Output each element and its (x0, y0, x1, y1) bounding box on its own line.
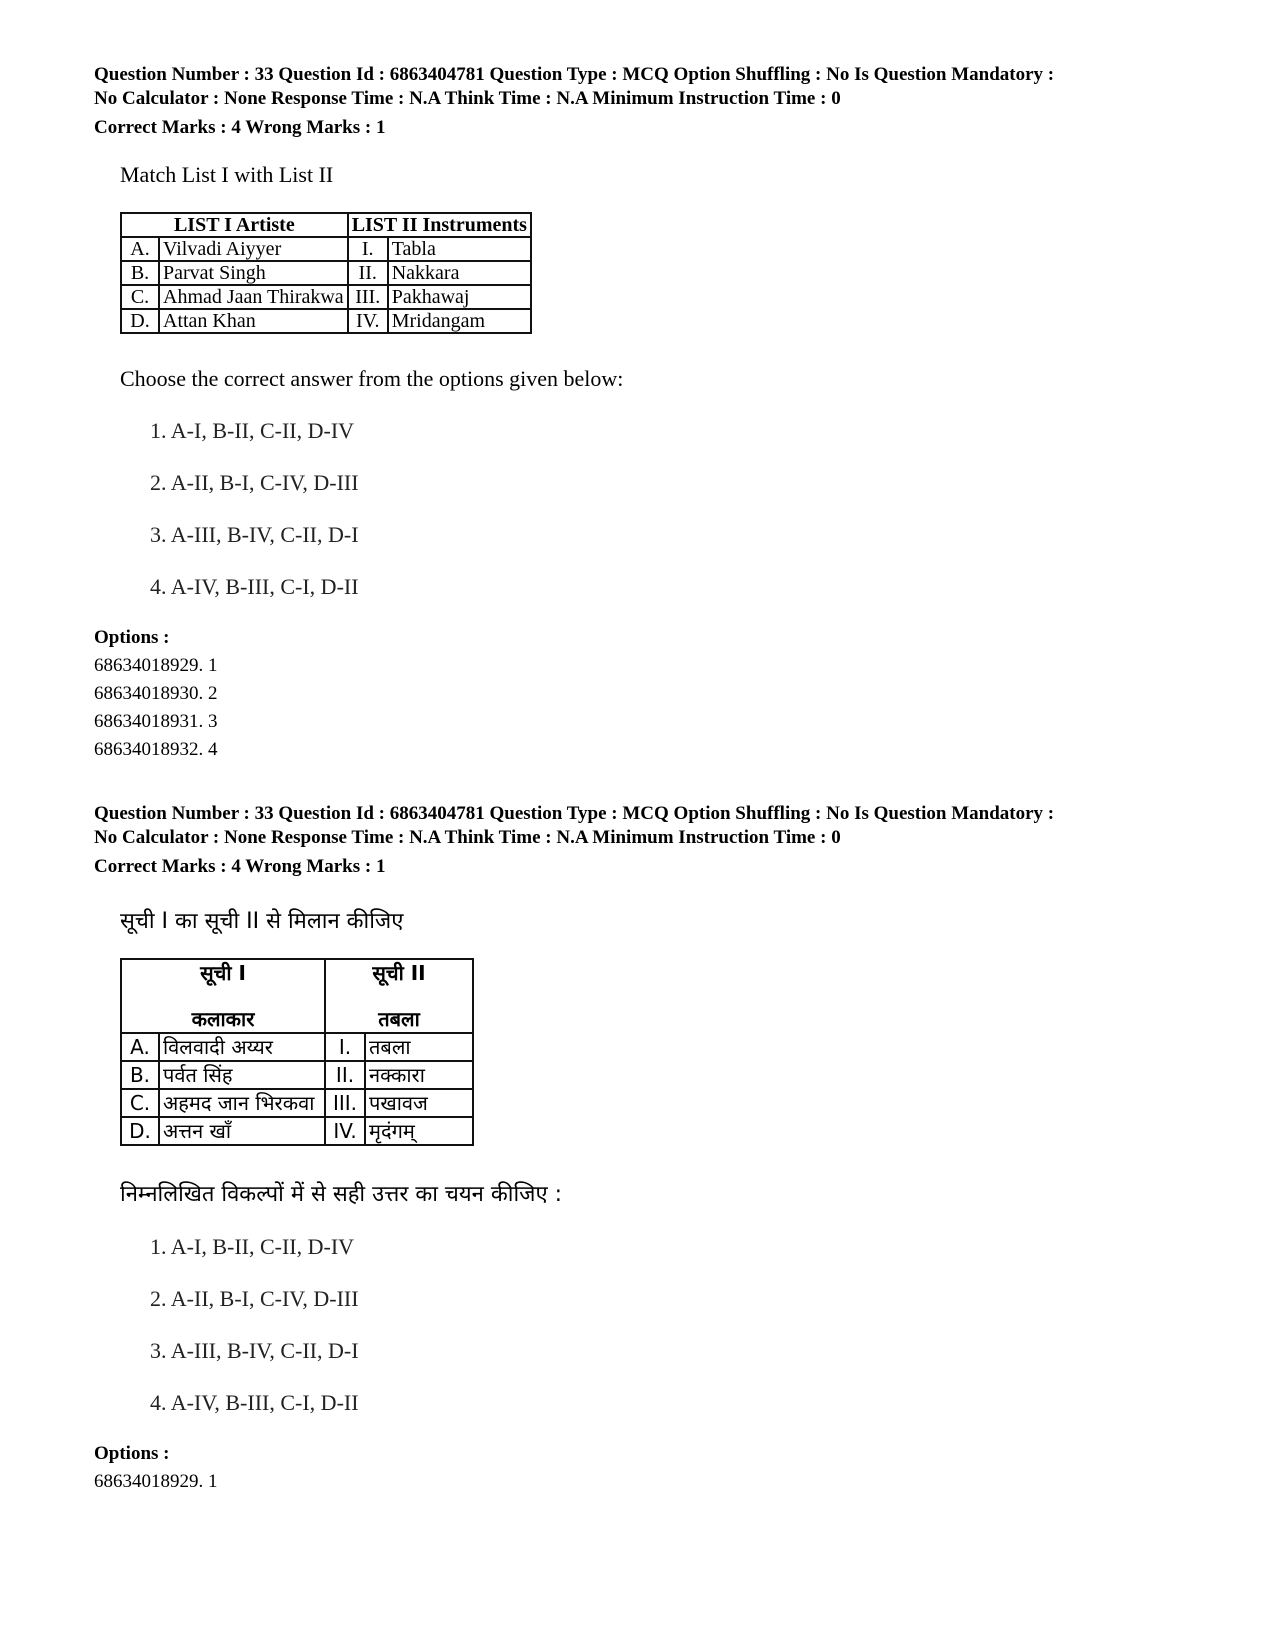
artiste-cell: Vilvadi Aiyyer (159, 237, 348, 261)
table-row (121, 309, 531, 333)
row-roman: II. (348, 261, 388, 285)
row-letter: B. (121, 1061, 159, 1089)
choice-3: 3. A-III, B-IV, C-II, D-I (150, 522, 359, 547)
artiste-cell: पर्वत सिंह (159, 1061, 325, 1089)
question-meta-line-2: No Calculator : None Response Time : N.A Think Time : N.A Minimum Instruction Time : 0 (94, 88, 841, 109)
table-header-row (121, 959, 473, 1033)
match-table-2 (120, 958, 474, 1146)
table-row (121, 285, 531, 309)
instrument-cell: Pakhawaj (388, 285, 531, 309)
table-row (121, 261, 531, 285)
list-2-subtitle: तबला (378, 1007, 420, 1031)
row-letter: A. (121, 1033, 159, 1061)
list-2-title: सूची II (372, 961, 426, 985)
instrument-cell: Mridangam (388, 309, 531, 333)
option-2: 68634018930. 2 (94, 683, 218, 704)
list-2-header (325, 959, 473, 1033)
choice-2: 2. A-II, B-I, C-IV, D-III (150, 470, 359, 495)
list-2-header: LIST II Instruments (348, 213, 531, 237)
question-marks: Correct Marks : 4 Wrong Marks : 1 (94, 117, 386, 138)
row-letter: C. (121, 285, 159, 309)
instrument-cell: तबला (365, 1033, 473, 1061)
question-meta-line-1: Question Number : 33 Question Id : 6863404781 Question Type : MCQ Option Shuffling : No Is Question Mandatory : (94, 64, 1055, 85)
list-1-header: LIST I Artiste (121, 213, 348, 237)
question-1-instruction: Choose the correct answer from the options given below: (120, 366, 624, 391)
table-row (121, 1033, 473, 1061)
artiste-cell: Parvat Singh (159, 261, 348, 285)
choice-2: 2. A-II, B-I, C-IV, D-III (150, 1286, 359, 1311)
list-1-title: सूची I (200, 961, 246, 985)
question-1-stem: Match List I with List II (120, 162, 334, 187)
option-1: 68634018929. 1 (94, 655, 218, 676)
row-letter: B. (121, 261, 159, 285)
table-row (121, 1089, 473, 1117)
option-1: 68634018929. 1 (94, 1471, 218, 1492)
question-2-header (94, 802, 1214, 879)
row-roman: I. (348, 237, 388, 261)
row-roman: I. (325, 1033, 365, 1061)
choice-1: 1. A-I, B-II, C-II, D-IV (150, 1234, 355, 1259)
table-row (121, 1061, 473, 1089)
row-roman: IV. (325, 1117, 365, 1145)
table-header-row (121, 213, 531, 237)
artiste-cell: Ahmad Jaan Thirakwa (159, 285, 348, 309)
instrument-cell: Tabla (388, 237, 531, 261)
choice-4: 4. A-IV, B-III, C-I, D-II (150, 1390, 359, 1415)
options-label: Options : (94, 627, 170, 648)
option-4: 68634018932. 4 (94, 739, 218, 760)
choice-4: 4. A-IV, B-III, C-I, D-II (150, 574, 359, 599)
row-letter: A. (121, 237, 159, 261)
row-letter: D. (121, 309, 159, 333)
row-roman: III. (348, 285, 388, 309)
artiste-cell: अहमद जान भिरकवा (159, 1089, 325, 1117)
question-2-stem: सूची I का सूची II से मिलान कीजिए (120, 909, 404, 934)
row-roman: II. (325, 1061, 365, 1089)
option-3: 68634018931. 3 (94, 711, 218, 732)
row-letter: D. (121, 1117, 159, 1145)
artiste-cell: Attan Khan (159, 309, 348, 333)
question-meta-line-1: Question Number : 33 Question Id : 6863404781 Question Type : MCQ Option Shuffling : No Is Question Mandatory : (94, 803, 1055, 824)
instrument-cell: मृदंगम् (365, 1117, 473, 1145)
table-row (121, 1117, 473, 1145)
options-label: Options : (94, 1443, 170, 1464)
row-roman: IV. (348, 309, 388, 333)
artiste-cell: अत्तन खाँ (159, 1117, 325, 1145)
instrument-cell: Nakkara (388, 261, 531, 285)
question-meta-line-2: No Calculator : None Response Time : N.A Think Time : N.A Minimum Instruction Time : 0 (94, 827, 841, 848)
list-1-header (121, 959, 325, 1033)
row-roman: III. (325, 1089, 365, 1117)
table-row (121, 237, 531, 261)
match-table-1 (120, 212, 532, 334)
instrument-cell: नक्कारा (365, 1061, 473, 1089)
artiste-cell: विलवादी अय्यर (159, 1033, 325, 1061)
question-marks: Correct Marks : 4 Wrong Marks : 1 (94, 856, 386, 877)
choice-1: 1. A-I, B-II, C-II, D-IV (150, 418, 355, 443)
row-letter: C. (121, 1089, 159, 1117)
question-2-instruction: निम्नलिखित विकल्पों में से सही उत्तर का चयन कीजिए : (120, 1182, 563, 1207)
list-1-subtitle: कलाकार (191, 1007, 255, 1031)
choice-3: 3. A-III, B-IV, C-II, D-I (150, 1338, 359, 1363)
question-1-header (94, 63, 1214, 140)
instrument-cell: पखावज (365, 1089, 473, 1117)
